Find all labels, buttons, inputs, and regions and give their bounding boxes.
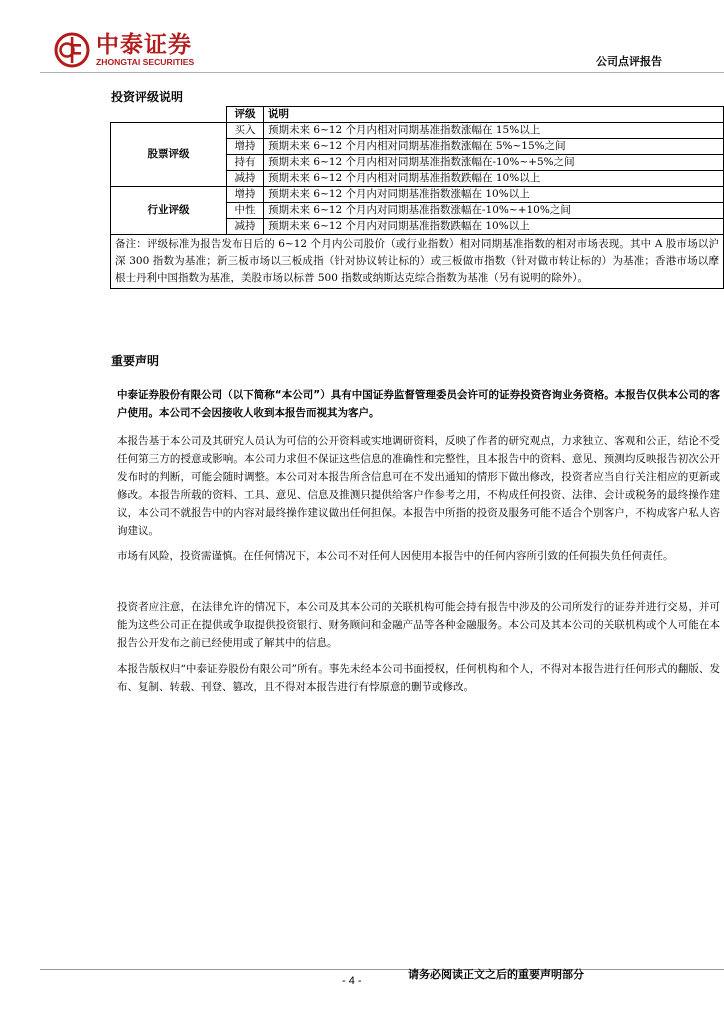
header-description: 说明	[264, 107, 724, 123]
report-type: 公司点评报告	[596, 55, 662, 68]
industry-rating-label: 行业评级	[111, 187, 227, 235]
rating-level: 增持	[227, 139, 264, 155]
rating-description: 预期未来 6~12 个月内对同期基准指数涨幅在-10%~+10%之间	[264, 203, 724, 219]
disclaimer-paragraph: 中泰证券股份有限公司（以下简称“本公司”）具有中国证券监督管理委员会许可的证券投资咨询业务资格。本报告仅供本公司的客户使用。本公司不会因接收人收到本报告而视其为客户。	[117, 389, 720, 419]
rating-description: 预期未来 6~12 个月内相对同期基准指数跌幅在 10%以上	[264, 171, 724, 187]
table-row	[111, 123, 724, 139]
company-logo	[54, 30, 194, 70]
brand-name-cn: 中泰证券	[96, 32, 192, 58]
header-divider	[40, 72, 724, 73]
rating-description: 预期未来 6~12 个月内对同期基准指数涨幅在 10%以上	[264, 187, 724, 203]
zhongtai-logo-icon	[54, 32, 90, 68]
rating-level: 中性	[227, 203, 264, 219]
table-header-row	[111, 107, 724, 123]
rating-description: 预期未来 6~12 个月内相对同期基准指数涨幅在 15%以上	[264, 123, 724, 139]
stock-rating-label: 股票评级	[111, 123, 227, 187]
rating-level: 买入	[227, 123, 264, 139]
footer-divider	[40, 969, 724, 970]
rating-note: 备注：评级标准为报告发布日后的 6~12 个月内公司股价（或行业指数）相对同期基准指数的相对市场表现。其中 A 股市场以沪深 300 指数为基准；新三板市场以三板成指（针对协议转让标的）或三板做市指数（针对做市转让标的）为基准；香港市场以摩根士丹利中国指数为基准，美股市场以标普 500 指数或纳斯达克综合指数为基准（另有说明的除外）。	[111, 235, 724, 289]
disclaimer-paragraph: 本报告版权归“中泰证券股份有限公司”所有。事先未经本公司书面授权，任何机构和个人，不得对本报告进行任何形式的翻版、发布、复制、转载、刊登、篡改，且不得对本报告进行有悖原意的删节或修改。	[117, 663, 720, 693]
disclaimer-paragraph: 投资者应注意，在法律允许的情况下，本公司及其本公司的关联机构可能会持有报告中涉及的公司所发行的证券并进行交易，并可能为这些公司正在提供或争取提供投资银行、财务顾问和金融产品等各种金融服务。本公司及其本公司的关联机构或个人可能在本报告公开发布之前已经使用或了解其中的信息。	[117, 601, 720, 649]
rating-level: 减持	[227, 171, 264, 187]
rating-level: 增持	[227, 187, 264, 203]
disclaimer-section-title: 重要声明	[111, 354, 160, 368]
page-number: - 4 -	[342, 975, 362, 987]
table-note-row	[111, 235, 724, 289]
rating-section-title: 投资评级说明	[111, 90, 184, 104]
rating-level: 持有	[227, 155, 264, 171]
rating-table	[110, 106, 724, 289]
brand-name-en: ZHONGTAI SECURITIES	[96, 57, 195, 67]
disclaimer-paragraph: 市场有风险，投资需谨慎。在任何情况下，本公司不对任何人因使用本报告中的任何内容所引致的任何损失负任何责任。	[117, 550, 674, 562]
disclaimer-paragraph: 本报告基于本公司及其研究人员认为可信的公开资料或实地调研资料，反映了作者的研究观点，力求独立、客观和公正，结论不受任何第三方的授意或影响。本公司力求但不保证这些信息的准确性和完整性，且本报告中的资料、意见、预测均反映报告初次公开发布时的判断，可能会随时调整。本公司对本报告所含信息可在不发出通知的情形下做出修改，投资者应当自行关注相应的更新或修改。本报告所载的资料、工具、意见、信息及推测只提供给客户作参考之用，不构成任何投资、法律、会计或税务的最终操作建议，本公司不就报告中的内容对最终操作建议做出任何担保。本报告中所指的投资及服务可能不适合个别客户，不构成客户私人咨询建议。	[117, 435, 720, 537]
footer-note: 请务必阅读正文之后的重要声明部分	[408, 968, 584, 981]
header-level: 评级	[227, 107, 264, 123]
rating-level: 减持	[227, 219, 264, 235]
table-row	[111, 187, 724, 203]
rating-description: 预期未来 6~12 个月内相对同期基准指数涨幅在 5%~15%之间	[264, 139, 724, 155]
rating-description: 预期未来 6~12 个月内对同期基准指数跌幅在 10%以上	[264, 219, 724, 235]
rating-description: 预期未来 6~12 个月内相对同期基准指数涨幅在-10%~+5%之间	[264, 155, 724, 171]
